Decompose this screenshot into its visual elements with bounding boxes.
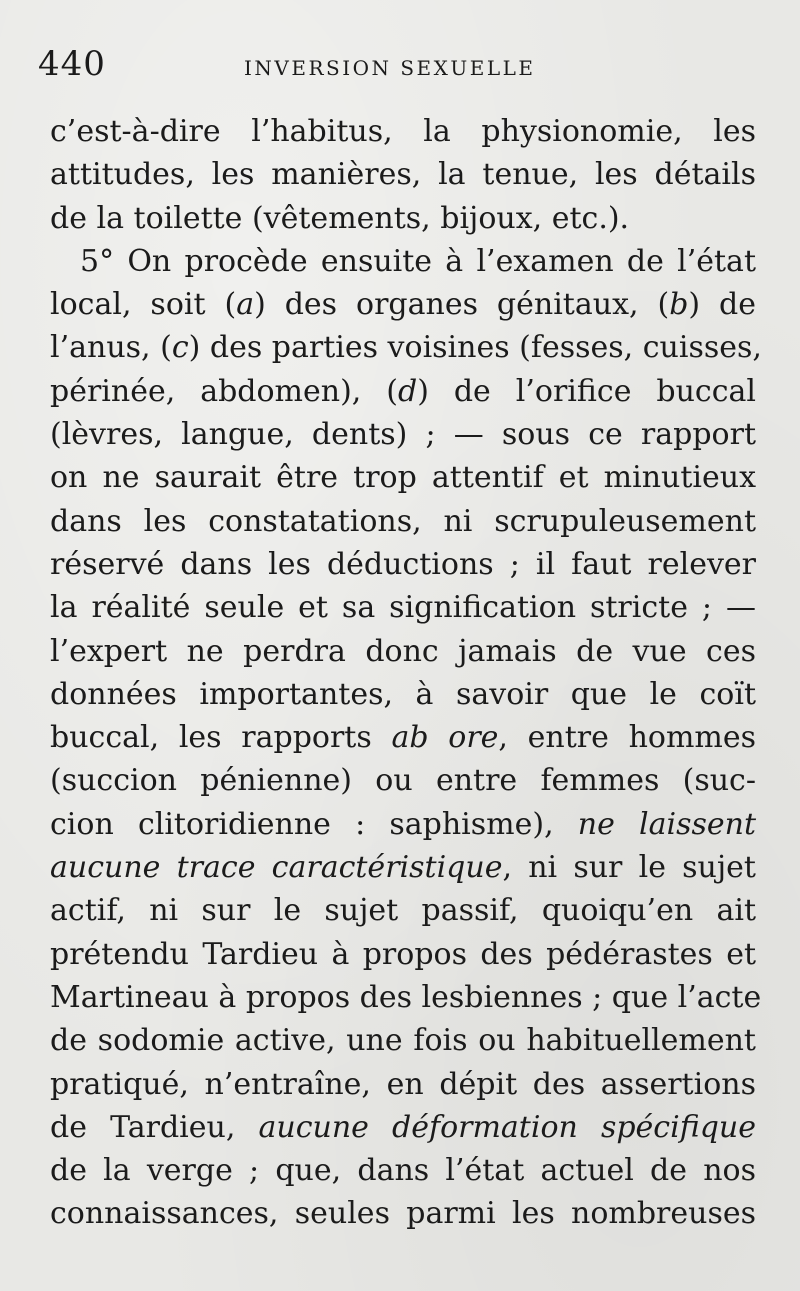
italic-segment: aucune déformation spécifique (258, 1109, 756, 1145)
text-segment: l’anus, ( (50, 330, 172, 366)
text-line (50, 456, 756, 499)
text-line (50, 543, 756, 586)
text-line (50, 240, 756, 283)
text-line (50, 1192, 756, 1235)
text-segment: dans les constatations, ni scrupuleusement (50, 503, 756, 539)
text-line (50, 1106, 756, 1149)
italic-segment: d (397, 373, 418, 409)
text-line (50, 759, 756, 802)
text-line (50, 586, 756, 629)
text-line (50, 673, 756, 716)
text-segment: données importantes, à savoir que le coït (50, 676, 756, 712)
text-segment: ) de (688, 287, 757, 323)
text-segment: cion clitoridienne : saphisme), (50, 806, 578, 842)
body-text (50, 110, 762, 1236)
italic-segment: ab ore (391, 720, 499, 756)
page-number: 440 (38, 44, 106, 84)
text-line (50, 283, 756, 326)
italic-segment: ne laissent (577, 806, 756, 842)
text-segment: local, soit ( (50, 287, 237, 323)
text-line (50, 889, 756, 932)
text-segment: attitudes, les manières, la tenue, les détails (50, 157, 756, 193)
text-segment: (succion pénienne) ou entre femmes (suc- (50, 763, 756, 799)
text-segment: réservé dans les déductions ; il faut relever (50, 546, 756, 582)
text-segment: ) de l’orifice buccal (417, 373, 757, 409)
text-line (50, 976, 762, 1019)
text-line (50, 803, 756, 846)
text-line (50, 413, 756, 456)
italic-segment: b (669, 287, 689, 323)
text-segment: de Tardieu, (50, 1109, 259, 1145)
text-line (50, 153, 756, 196)
text-segment: , entre hommes (498, 720, 756, 756)
text-line (50, 1149, 756, 1192)
page-header (38, 44, 768, 84)
italic-segment: a (236, 287, 255, 323)
text-segment: de sodomie active, une fois ou habituellement (50, 1023, 756, 1059)
text-line (50, 1063, 756, 1106)
text-segment: périnée, abdomen), ( (50, 373, 398, 409)
running-title: INVERSION SEXUELLE (244, 56, 536, 80)
text-segment: ) des parties voisines (fesses, cuisses, (188, 330, 762, 366)
text-line (50, 1019, 756, 1062)
text-segment: Martineau à propos des lesbiennes ; que l’acte (50, 979, 762, 1015)
text-line (50, 630, 756, 673)
text-line (50, 716, 756, 759)
text-line (50, 933, 756, 976)
text-segment: actif, ni sur le sujet passif, quoiqu’en ait (50, 893, 756, 929)
text-segment: c’est-à-dire l’habitus, la physionomie, les (50, 114, 756, 149)
text-segment: , ni sur le sujet (502, 850, 756, 886)
text-segment: connaissances, seules parmi les nombreuses (50, 1196, 756, 1232)
text-segment: pratiqué, n’entraîne, en dépit des assertions (50, 1066, 756, 1102)
italic-segment: c (171, 330, 189, 366)
text-line (50, 110, 756, 153)
text-line (50, 326, 762, 369)
text-segment: de la verge ; que, dans l’état actuel de nos (50, 1153, 756, 1189)
text-line (50, 197, 756, 240)
text-segment: (lèvres, langue, dents) ; — sous ce rapport (50, 417, 756, 453)
text-segment: la réalité seule et sa signification stricte ; — (50, 590, 756, 626)
italic-segment: aucune trace caractéristique (50, 850, 503, 886)
text-segment: ) des organes génitaux, ( (254, 287, 670, 323)
text-line (50, 370, 756, 413)
text-segment: de la toilette (vêtements, bijoux, etc.). (50, 200, 630, 236)
text-line (50, 500, 756, 543)
text-segment: prétendu Tardieu à propos des pédérastes et (50, 936, 756, 972)
text-segment: on ne saurait être trop attentif et minutieux (50, 460, 756, 496)
text-segment: l’expert ne perdra donc jamais de vue ces (50, 633, 756, 669)
text-segment: 5° On procède ensuite à l’examen de l’état (80, 243, 756, 279)
text-segment: buccal, les rapports (50, 720, 392, 756)
text-line (50, 846, 756, 889)
